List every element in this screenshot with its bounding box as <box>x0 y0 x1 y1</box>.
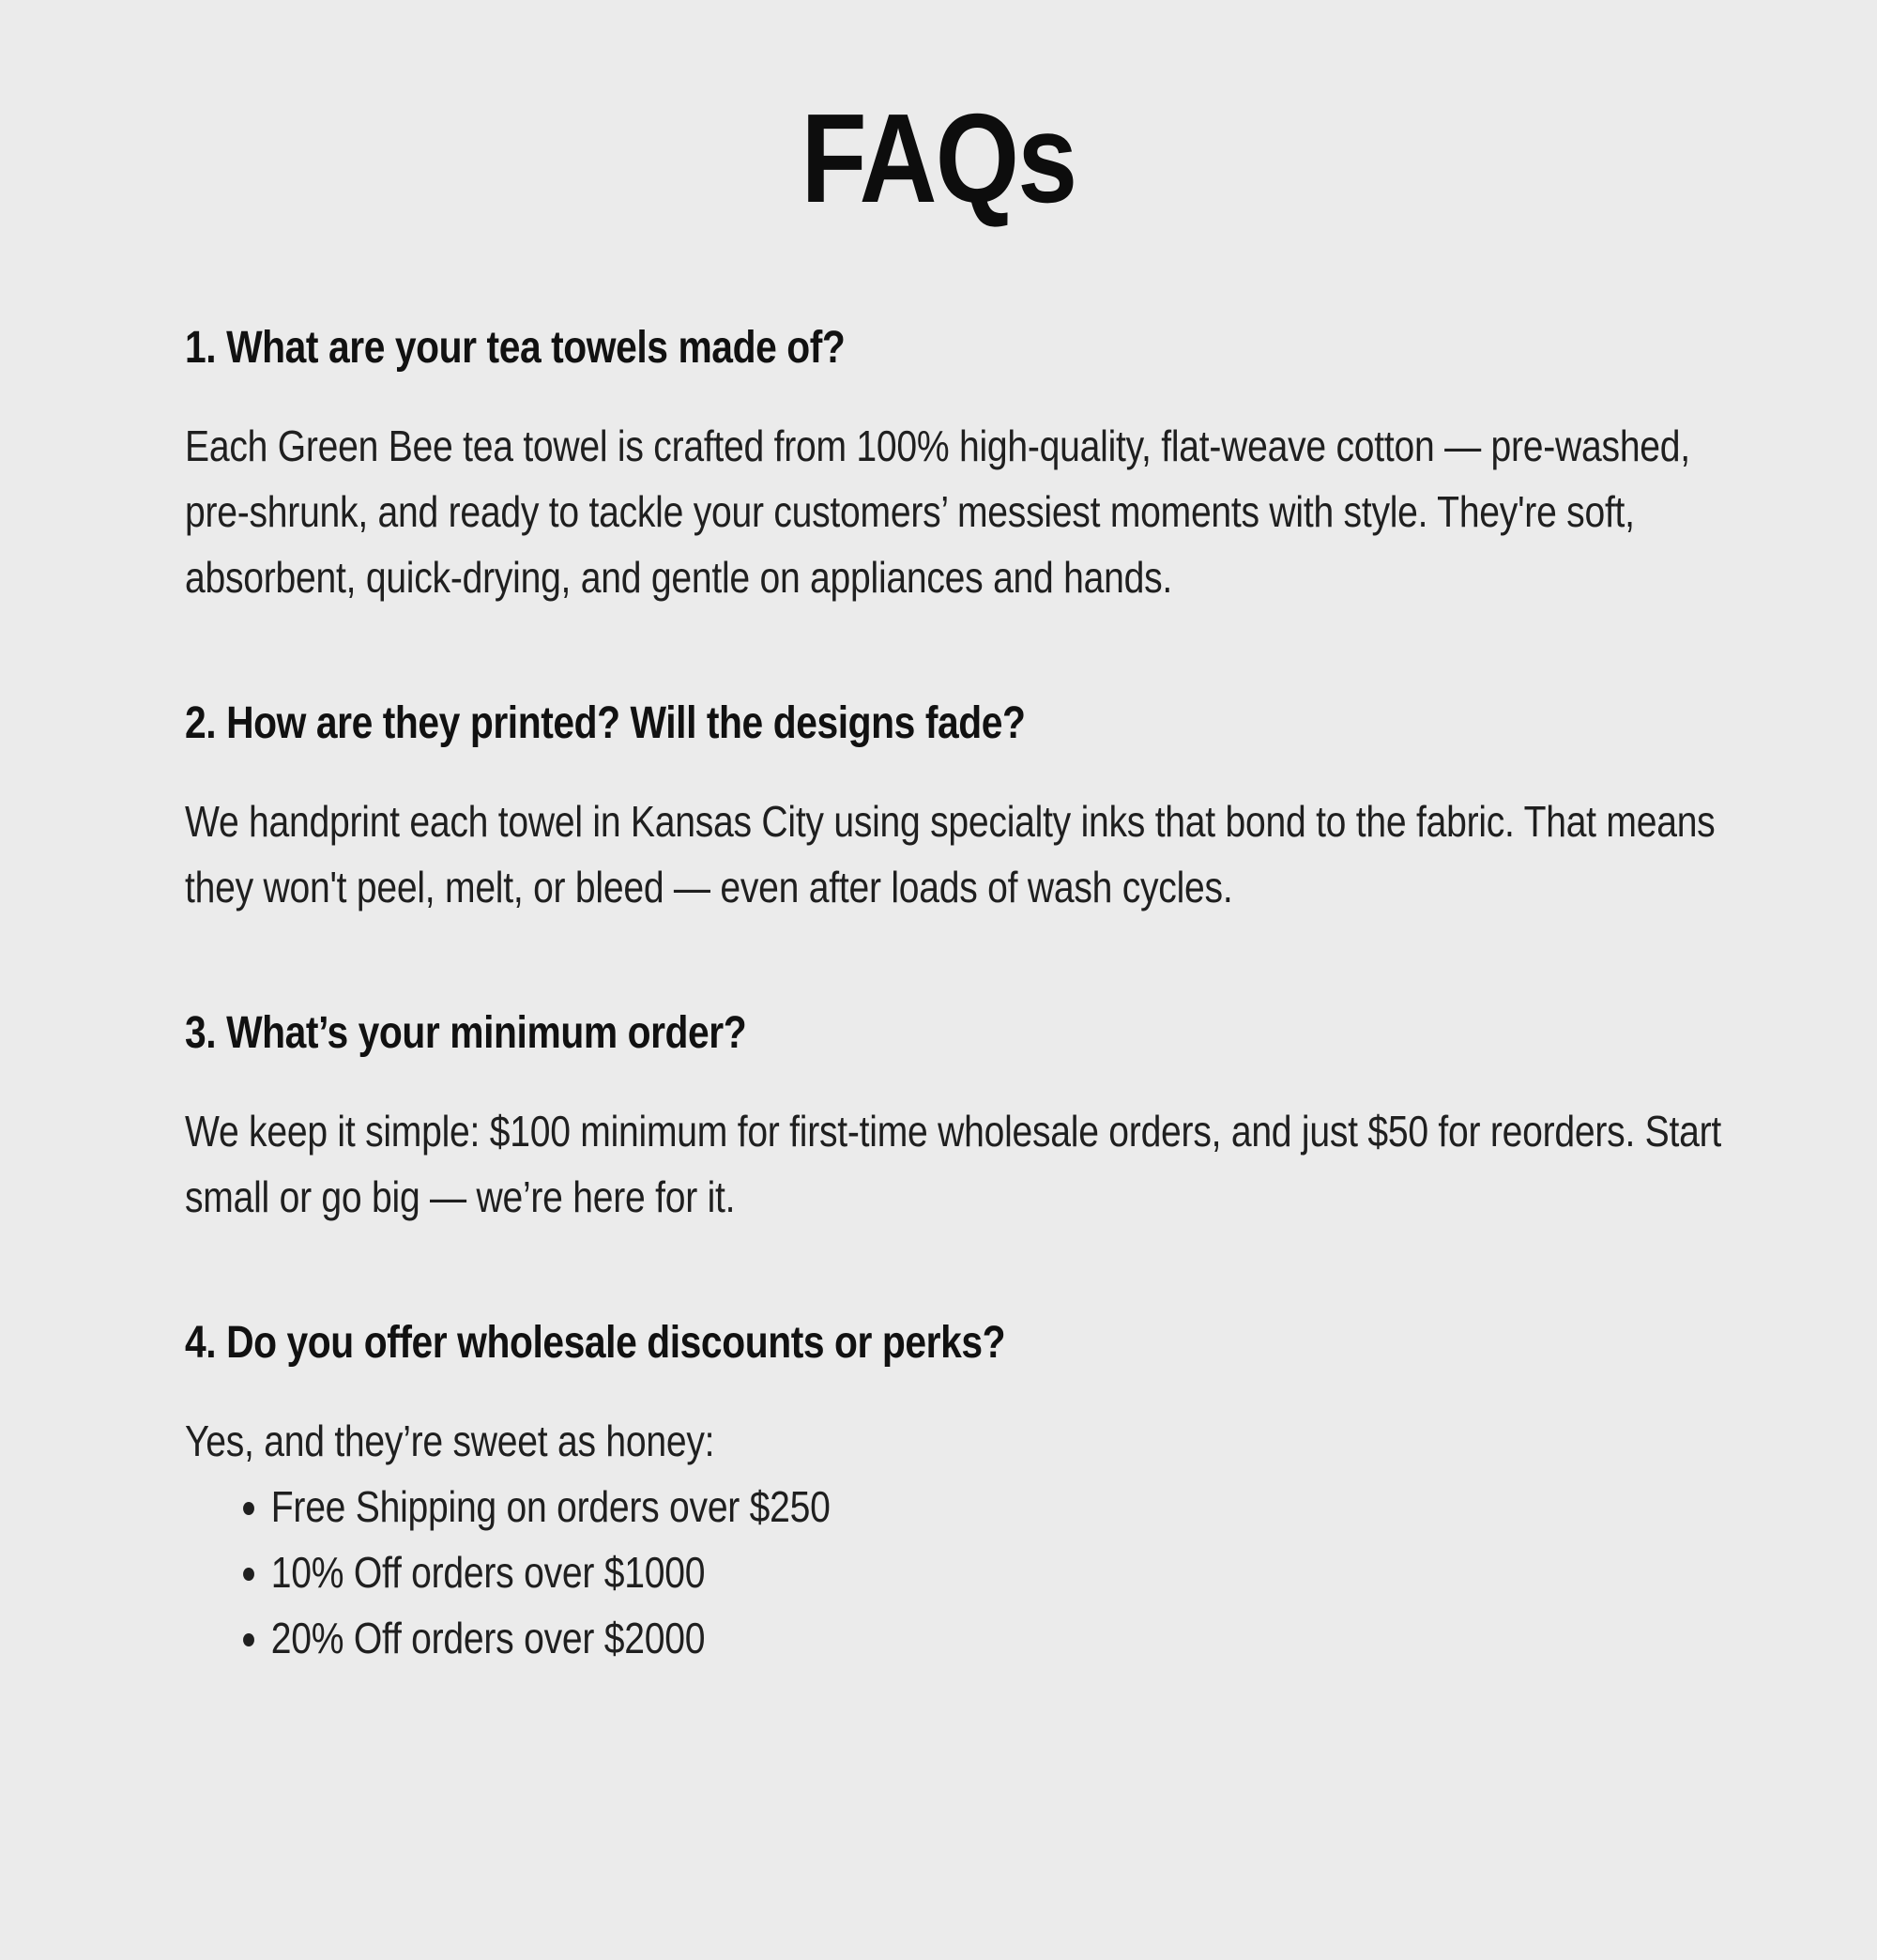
perk-item: • Free Shipping on orders over $250 <box>271 1474 1736 1539</box>
faq-question: 3. What’s your minimum order? <box>185 1008 747 1058</box>
faq-item <box>185 610 1736 920</box>
faq-item <box>185 920 1736 1230</box>
faq-question: 2. How are they printed? Will the designs fade? <box>185 698 1026 748</box>
perk-item: • 20% Off orders over $2000 <box>271 1605 1736 1671</box>
perk-item: • 10% Off orders over $1000 <box>271 1539 1736 1605</box>
faq-item <box>185 1230 1736 1671</box>
page-header <box>0 83 1877 235</box>
faq-list <box>185 235 1736 1671</box>
faq-answer: Each Green Bee tea towel is crafted from 100% high-quality, flat-weave cotton — pre-washed, pre-shrunk, and ready to tackle your customers’ messiest moments with style. They're soft, absorbent, quick-drying, and gentle on appliances and hands. <box>185 421 1690 602</box>
faq-answer: We handprint each towel in Kansas City using specialty inks that bond to the fabric. That means they won't peel, melt, or bleed — even after loads of wash cycles. <box>185 797 1716 911</box>
faq-item <box>185 235 1736 610</box>
faq-answer: We keep it simple: $100 minimum for first-time wholesale orders, and just $50 for reorders. Start small or go big — we’re here for it. <box>185 1107 1721 1221</box>
page-title: FAQs <box>801 87 1076 229</box>
perks-list <box>185 1474 1736 1671</box>
faq-answer: Yes, and they’re sweet as honey: <box>185 1416 715 1465</box>
faq-question: 1. What are your tea towels made of? <box>185 323 846 373</box>
faq-question: 4. Do you offer wholesale discounts or perks? <box>185 1318 1006 1368</box>
